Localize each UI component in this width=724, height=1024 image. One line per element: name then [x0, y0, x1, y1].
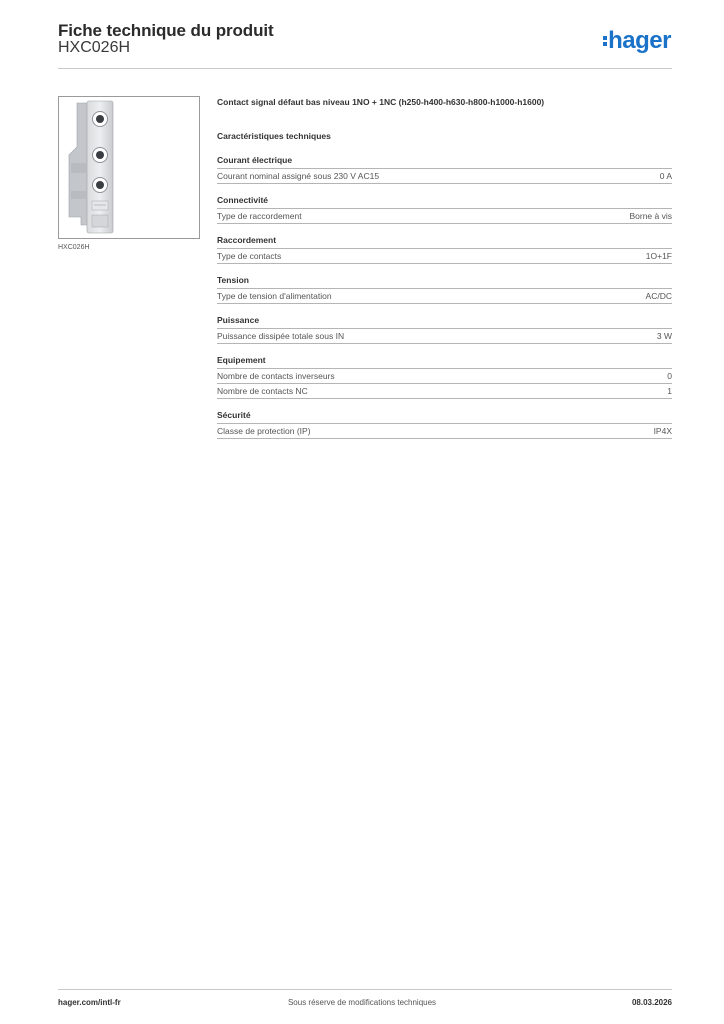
spec-group-courant	[217, 155, 672, 184]
footer-divider	[58, 989, 672, 990]
spec-row	[217, 424, 672, 439]
spec-label: Type de raccordement	[217, 211, 302, 221]
spec-group-raccordement	[217, 235, 672, 264]
spec-value: 1O+1F	[645, 251, 672, 261]
product-description: Contact signal défaut bas niveau 1NO + 1NC (h250-h400-h630-h800-h1000-h1600)	[217, 97, 545, 107]
spec-label: Nombre de contacts NC	[217, 386, 308, 396]
spec-row	[217, 289, 672, 304]
group-title: Raccordement	[217, 235, 672, 249]
footer-website: hager.com/intl-fr	[58, 998, 121, 1007]
spec-row	[217, 369, 672, 384]
spec-value: IP4X	[653, 426, 672, 436]
spec-row	[217, 209, 672, 224]
group-title: Puissance	[217, 315, 672, 329]
spec-group-securite	[217, 410, 672, 439]
spec-group-connectivite	[217, 195, 672, 224]
group-title: Tension	[217, 275, 672, 289]
header-divider	[58, 68, 672, 69]
group-title: Courant électrique	[217, 155, 672, 169]
spec-row	[217, 329, 672, 344]
logo-dots-icon	[603, 35, 607, 47]
spec-label: Classe de protection (IP)	[217, 426, 311, 436]
spec-group-tension	[217, 275, 672, 304]
spec-value: 3 W	[656, 331, 672, 341]
hager-logo	[603, 27, 671, 55]
group-title: Sécurité	[217, 410, 672, 424]
image-caption: HXC026H	[58, 244, 90, 251]
spec-row	[217, 384, 672, 399]
spec-value: Borne à vis	[629, 211, 672, 221]
group-title: Connectivité	[217, 195, 672, 209]
footer-date: 08.03.2026	[631, 998, 672, 1007]
spec-label: Puissance dissipée totale sous IN	[217, 331, 345, 341]
spec-label: Type de contacts	[217, 251, 282, 261]
spec-row	[217, 169, 672, 184]
spec-group-puissance	[217, 315, 672, 344]
spec-label: Nombre de contacts inverseurs	[217, 371, 335, 381]
spec-group-equipement	[217, 355, 672, 399]
contact-module-illustration	[59, 97, 199, 238]
document-title: Fiche technique du produit	[58, 21, 274, 40]
footer-disclaimer: Sous réserve de modifications techniques	[287, 998, 437, 1007]
spec-value: AC/DC	[645, 291, 672, 301]
spec-value: 0 A	[659, 171, 672, 181]
product-image	[58, 96, 200, 239]
spec-value: 0	[667, 371, 672, 381]
product-reference: HXC026H	[58, 39, 131, 56]
technical-specifications	[217, 96, 672, 439]
spec-label: Type de tension d'alimentation	[217, 291, 332, 301]
logo-text: hager	[608, 27, 671, 54]
spec-value: 1	[667, 386, 672, 396]
spec-label: Courant nominal assigné sous 230 V AC15	[217, 171, 380, 181]
spec-row	[217, 249, 672, 264]
specs-heading: Caractéristiques techniques	[217, 131, 331, 141]
group-title: Equipement	[217, 355, 672, 369]
